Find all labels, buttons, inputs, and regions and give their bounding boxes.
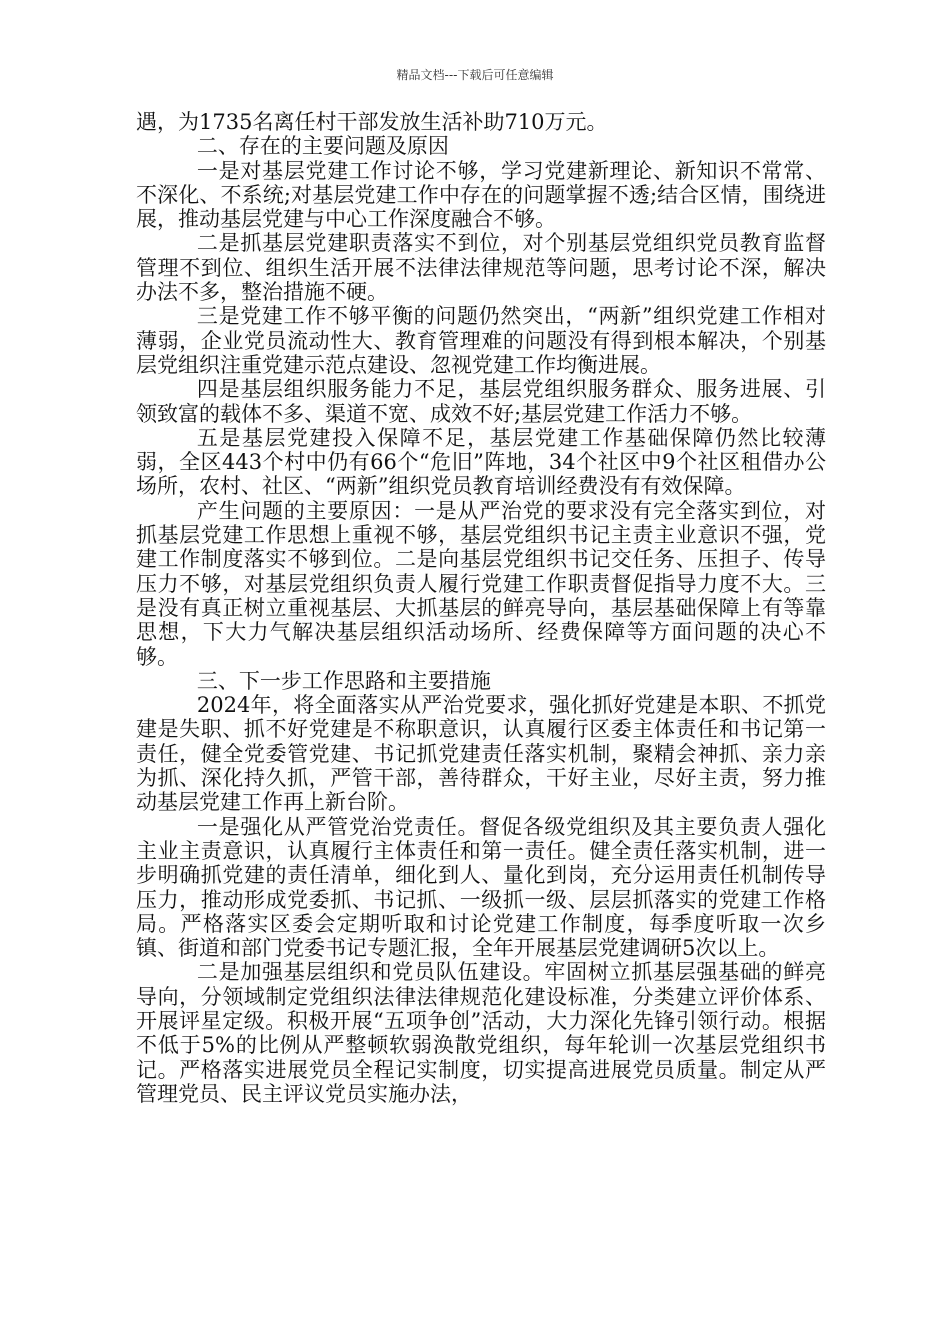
paragraph: 产生问题的主要原因：一是从严治党的要求没有完全落实到位，对抓基层党建工作思想上重视不够，基层党组织书记主责主业意识不强，党建工作制度落实不够到位。二是向基层党组织书记交任务、压担子、传导压力不够，对基层党组织负责人履行党建工作职责督促指导力度不大。三是没有真正树立重视基层、大抓基层的鲜亮导向，基层基础保障上有等靠思想，下大力气解决基层组织活动场所、经费保障等方面问题的决心不够。 [136,498,826,669]
section-heading: 三、下一步工作思路和主要措施 [196,668,491,693]
paragraph: 二是加强基层组织和党员队伍建设。牢固树立抓基层强基础的鲜亮导向，分领域制定党组织法律法律规范化建设标准，分类建立评价体系、开展评星定级。积极开展“五项争创”活动，大力深化先锋引领行动。根据不低于5%的比例从严整顿软弱涣散党组织，每年轮训一次基层党组织书记。严格落实进展党员全程记实制度，切实提高进展党员质量。制定从严管理党员、民主评议党员实施办法， [136,960,826,1106]
paragraph: 一是强化从严管党治党责任。督促各级党组织及其主要负责人强化主业主责意识，认真履行主体责任和第一责任。健全责任落实机制，进一步明确抓党建的责任清单，细化到人、量化到岗，充分运用责任机制传导压力，推动形成党委抓、书记抓、一级抓一级、层层抓落实的党建工作格局。严格落实区委会定期听取和讨论党建工作制度，每季度听取一次乡镇、街道和部门党委书记专题汇报，全年开展基层党建调研5次以上。 [136,814,826,961]
paragraph: 遇，为1735名离任村干部发放生活补助710万元。 [136,110,608,134]
section-heading: 二、存在的主要问题及原因 [196,134,449,159]
paragraph: 二是抓基层党建职责落实不到位，对个别基层党组织党员教育监督管理不到位、组织生活开展不法律法律规范等问题，思考讨论不深，解决办法不多，整治措施不硬。 [136,231,826,305]
document-body [136,110,826,1106]
paragraph: 四是基层组织服务能力不足，基层党组织服务群众、服务进展、引领致富的载体不多、渠道不宽、成效不好;基层党建工作活力不够。 [136,377,826,426]
paragraph: 三是党建工作不够平衡的问题仍然突出，“两新”组织党建工作相对薄弱，企业党员流动性大、教育管理难的问题没有得到根本解决，个别基层党组织注重党建示范点建设、忽视党建工作均衡进展。 [136,304,826,377]
paragraph: 五是基层党建投入保障不足，基层党建工作基础保障仍然比较薄弱，全区443个村中仍有66个“危旧”阵地，34个社区中9个社区租借办公场所，农村、社区、“两新”组织党员教育培训经费没有有效保障。 [136,425,826,499]
paragraph: 一是对基层党建工作讨论不够，学习党建新理论、新知识不常常、不深化、不系统;对基层党建工作中存在的问题掌握不透;结合区情，围绕进展，推动基层党建与中心工作深度融合不够。 [136,158,826,232]
paragraph: 2024年，将全面落实从严治党要求，强化抓好党建是本职、不抓党建是失职、抓不好党建是不称职意识，认真履行区委主体责任和书记第一责任，健全党委管党建、书记抓党建责任落实机制，聚精会神抓、亲力亲为抓、深化持久抓，严管干部，善待群众，干好主业，尽好主责，努力推动基层党建工作再上新台阶。 [136,693,826,815]
page-header: 精品文档---下载后可任意编辑 [396,68,554,82]
